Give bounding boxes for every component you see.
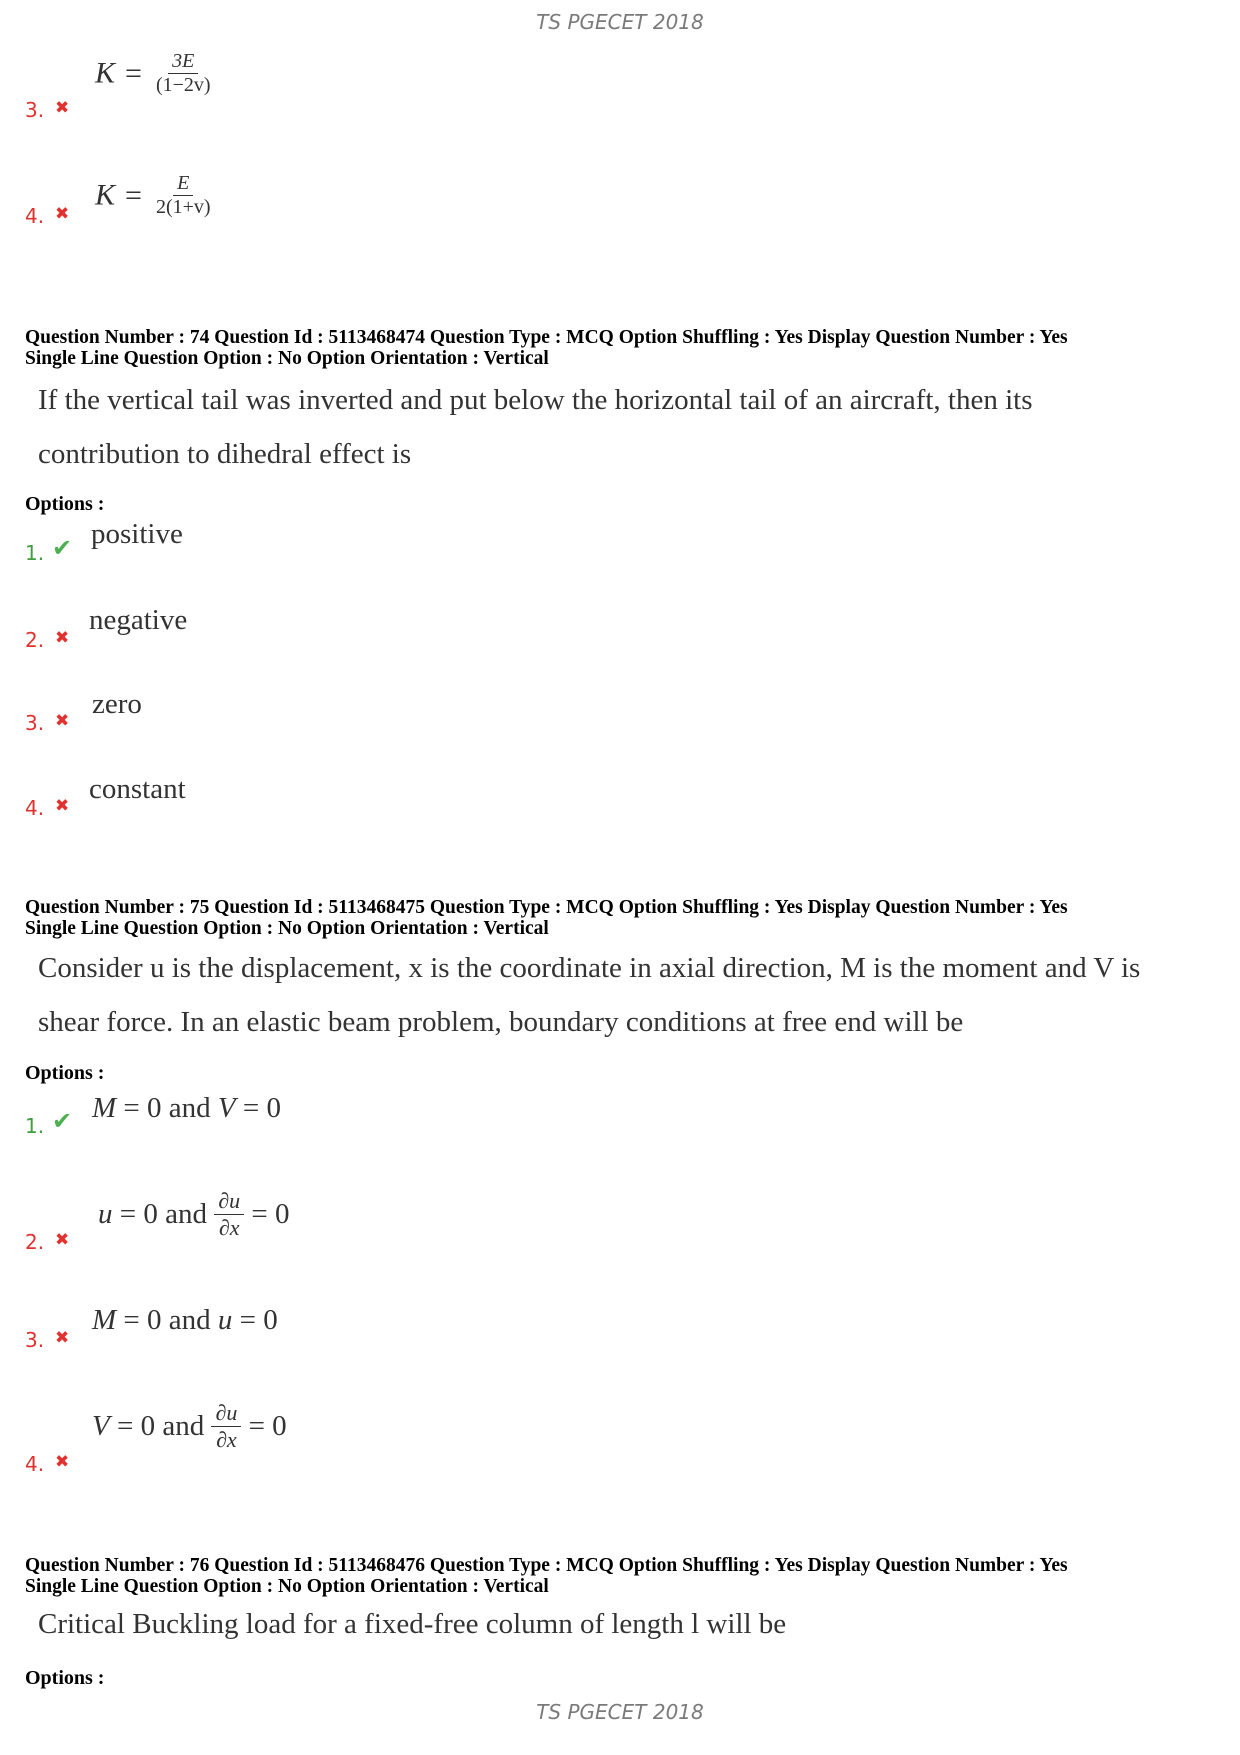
page-header: TS PGECET 2018 — [536, 10, 704, 34]
option-text: zero — [92, 688, 142, 720]
option-text: negative — [89, 604, 188, 636]
question-meta-line1: Question Number : 74 Question Id : 5113468474 Question Type : MCQ Option Shuffling : Yes Display Question Number : Yes — [25, 327, 1068, 348]
option-formula — [95, 50, 215, 97]
partial-derivative-fraction — [214, 1188, 244, 1241]
formula-text: = 0 and — [123, 1304, 211, 1336]
incorrect-mark-icon: ✖ — [55, 796, 70, 816]
option-formula — [98, 1188, 289, 1241]
formula-var: V — [92, 1410, 110, 1442]
formula-var: V — [217, 1092, 236, 1124]
option-number: 1. — [25, 1114, 45, 1138]
incorrect-mark-icon: ✖ — [55, 1452, 70, 1472]
option-formula — [92, 1304, 278, 1337]
formula-lhs: K — [95, 178, 116, 212]
formula-fraction — [152, 50, 215, 97]
option-number: 2. — [25, 1230, 45, 1254]
formula-var: u — [217, 1304, 233, 1336]
option-formula — [92, 1092, 281, 1125]
incorrect-mark-icon: ✖ — [55, 98, 70, 118]
question-meta-line2: Single Line Question Option : No Option Orientation : Vertical — [25, 348, 549, 369]
option-number: 2. — [25, 628, 45, 652]
formula-var: M — [92, 1092, 117, 1124]
incorrect-mark-icon: ✖ — [55, 204, 70, 224]
question-meta-line1: Question Number : 75 Question Id : 5113468475 Question Type : MCQ Option Shuffling : Yes Display Question Number : Yes — [25, 897, 1068, 918]
option-number: 4. — [25, 1452, 45, 1476]
formula-text: = 0 — [242, 1092, 281, 1124]
option-number: 3. — [25, 1328, 45, 1352]
correct-check-icon: ✔ — [52, 534, 73, 562]
question-text: If the vertical tail was inverted and put below the horizontal tail of an aircraft, then its — [38, 384, 1033, 416]
option-number: 3. — [25, 711, 45, 735]
incorrect-mark-icon: ✖ — [55, 1328, 70, 1348]
formula-equals: = — [125, 56, 142, 90]
fraction-denominator: ∂x — [218, 1215, 240, 1240]
formula-text: = 0 and — [123, 1092, 211, 1124]
formula-text: = 0 and — [116, 1410, 205, 1442]
option-number: 4. — [25, 796, 45, 820]
incorrect-mark-icon: ✖ — [55, 1230, 70, 1250]
question-text: Critical Buckling load for a fixed-free column of length l will be — [38, 1608, 787, 1640]
options-label: Options : — [25, 1667, 105, 1689]
question-text: contribution to dihedral effect is — [38, 438, 412, 470]
fraction-numerator: ∂u — [211, 1400, 241, 1427]
option-formula — [92, 1400, 287, 1453]
formula-lhs: K — [95, 56, 116, 90]
fraction-denominator: ∂x — [216, 1427, 237, 1452]
page-footer: TS PGECET 2018 — [536, 1700, 704, 1724]
option-number: 1. — [25, 541, 45, 565]
question-meta-line2: Single Line Question Option : No Option Orientation : Vertical — [25, 918, 549, 939]
fraction-denominator: 2(1+v) — [155, 196, 211, 218]
incorrect-mark-icon: ✖ — [55, 711, 70, 731]
option-formula — [95, 172, 215, 219]
formula-text: = 0 — [239, 1304, 278, 1336]
question-meta-line1: Question Number : 76 Question Id : 5113468476 Question Type : MCQ Option Shuffling : Yes Display Question Number : Yes — [25, 1555, 1068, 1576]
options-label: Options : — [25, 1062, 105, 1084]
fraction-numerator: ∂u — [214, 1188, 244, 1215]
incorrect-mark-icon: ✖ — [55, 628, 70, 648]
formula-fraction — [152, 172, 215, 219]
formula-text: = 0 and — [119, 1198, 207, 1230]
fraction-numerator: 3E — [168, 50, 198, 74]
question-text: Consider u is the displacement, x is the coordinate in axial direction, M is the moment and V is — [38, 952, 1141, 984]
formula-var: u — [98, 1198, 113, 1230]
fraction-numerator: E — [173, 172, 193, 196]
partial-derivative-fraction — [211, 1400, 241, 1453]
formula-text: = 0 — [251, 1198, 290, 1230]
option-text: constant — [89, 773, 186, 805]
formula-equals: = — [125, 178, 142, 212]
option-number: 3. — [25, 98, 45, 122]
formula-text: = 0 — [248, 1410, 287, 1442]
question-text: shear force. In an elastic beam problem, boundary conditions at free end will be — [38, 1006, 964, 1038]
formula-var: M — [92, 1304, 117, 1336]
question-meta-line2: Single Line Question Option : No Option Orientation : Vertical — [25, 1576, 549, 1597]
option-text: positive — [91, 518, 183, 550]
correct-check-icon: ✔ — [52, 1107, 73, 1135]
fraction-denominator: (1−2v) — [155, 74, 211, 96]
option-number: 4. — [25, 204, 45, 228]
options-label: Options : — [25, 493, 105, 515]
